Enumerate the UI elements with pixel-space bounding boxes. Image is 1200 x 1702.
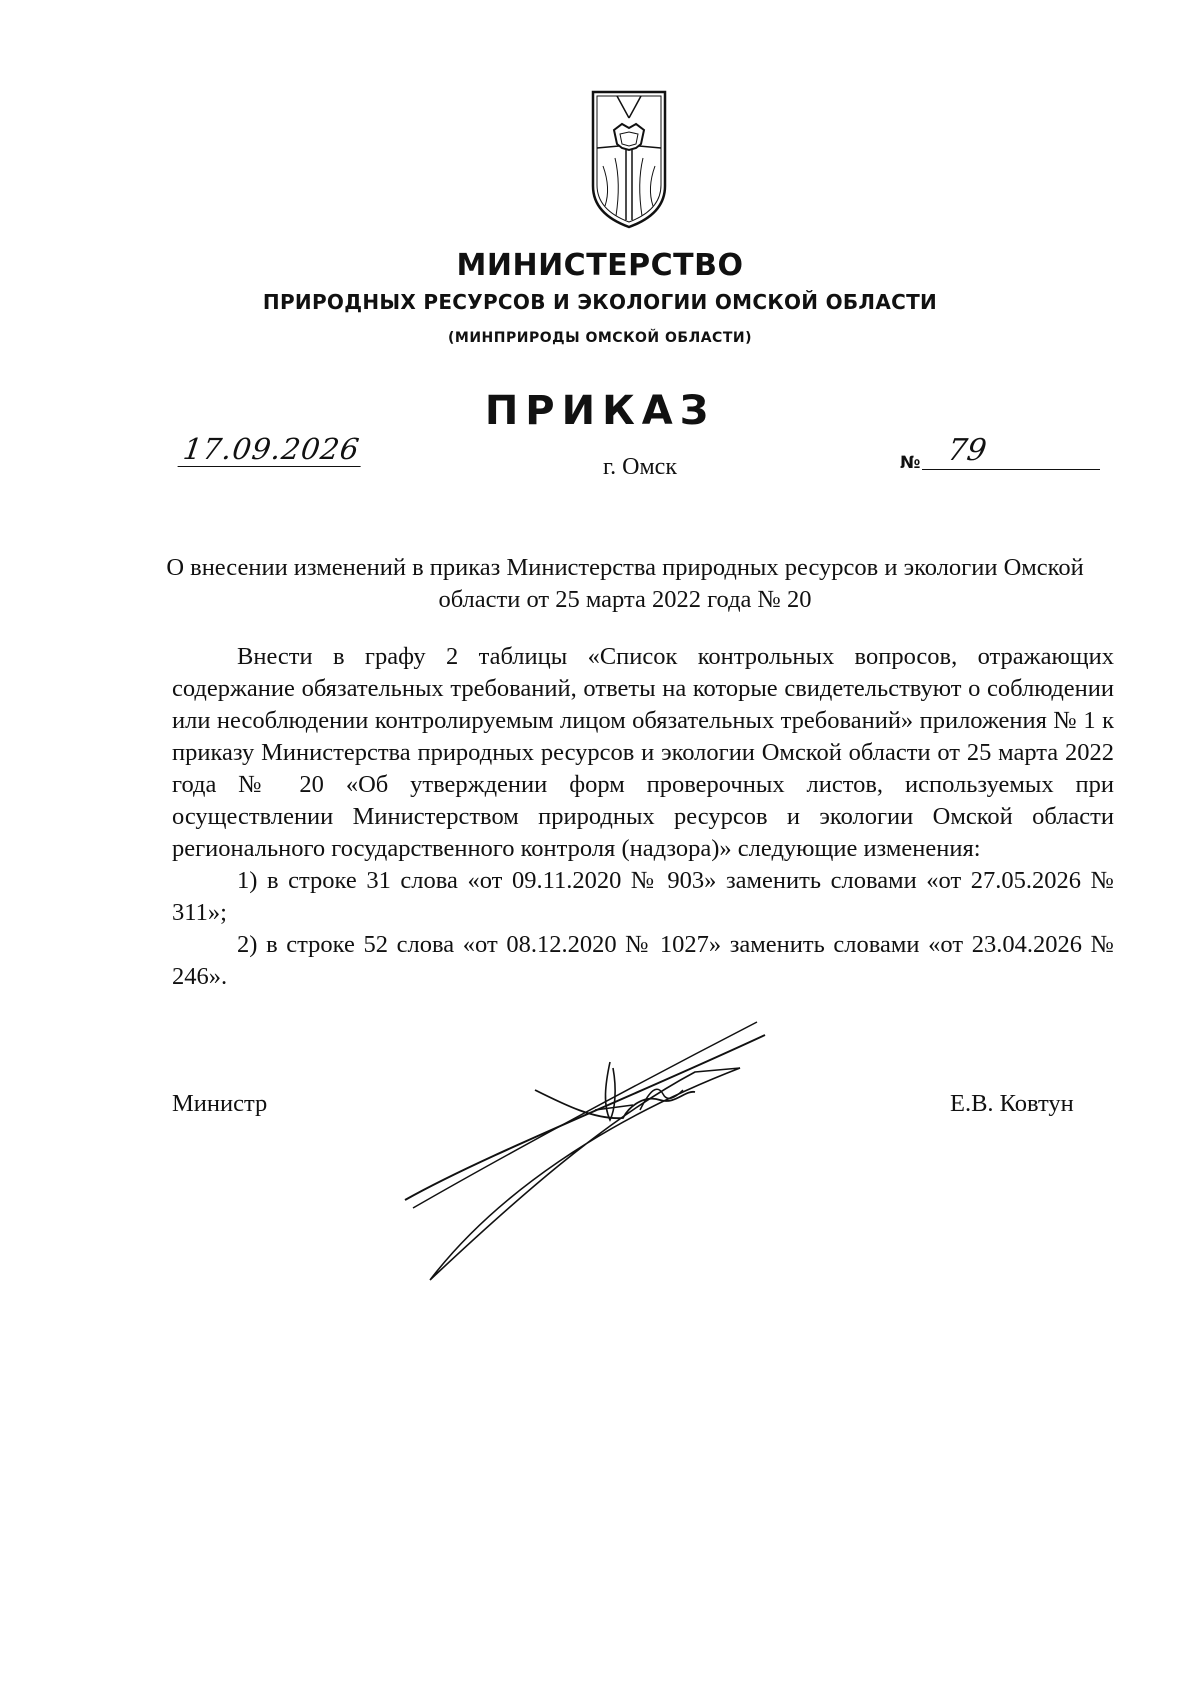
document-title: О внесении изменений в приказ Министерства природных ресурсов и экологии Омской области от 25 марта 2022 года № 20 [166,554,1084,613]
ministry-abbreviation: (МИНПРИРОДЫ ОМСКОЙ ОБЛАСТИ) [448,330,752,346]
number-label: № [900,453,921,473]
document-body [172,641,1114,993]
number-value: 79 [945,433,989,468]
handwritten-signature [395,1010,775,1300]
body-paragraph: 1) в строке 31 слова «от 09.11.2020 № 903» заменить словами «от 27.05.2026 № 311»; [172,867,1114,926]
body-paragraph: Внести в графу 2 таблицы «Список контрольных вопросов, отражающих содержание обязательных требований, ответы на которые свидетельствуют о соблюдении или несоблюдении контролируемым лицом обязательных требований» приложения № 1 к приказу Министерства природных ресурсов и экологии Омской области от 25 марта 2022 года № 20 «Об утверждении форм проверочных листов, используемых при осуществлении Министерством природных ресурсов и экологии Омской области регионального государственного контроля (надзора)» следующие изменения: [172,643,1114,862]
document-city: г. Омск [603,454,677,480]
document-date: 17.09.2026 [178,432,366,467]
signatory-name: Е.В. Ковтун [950,1090,1074,1117]
number-underline [922,469,1100,470]
body-paragraph: 2) в строке 52 слова «от 08.12.2020 № 1027» заменить словами «от 23.04.2026 № 246». [172,931,1114,990]
signatory-position: Министр [172,1090,268,1117]
document-type: ПРИКАЗ [484,388,716,434]
coat-of-arms-icon [589,88,669,231]
ministry-heading: МИНИСТЕРСТВО [456,248,744,283]
ministry-full-name: ПРИРОДНЫХ РЕСУРСОВ И ЭКОЛОГИИ ОМСКОЙ ОБЛАСТИ [262,290,938,314]
